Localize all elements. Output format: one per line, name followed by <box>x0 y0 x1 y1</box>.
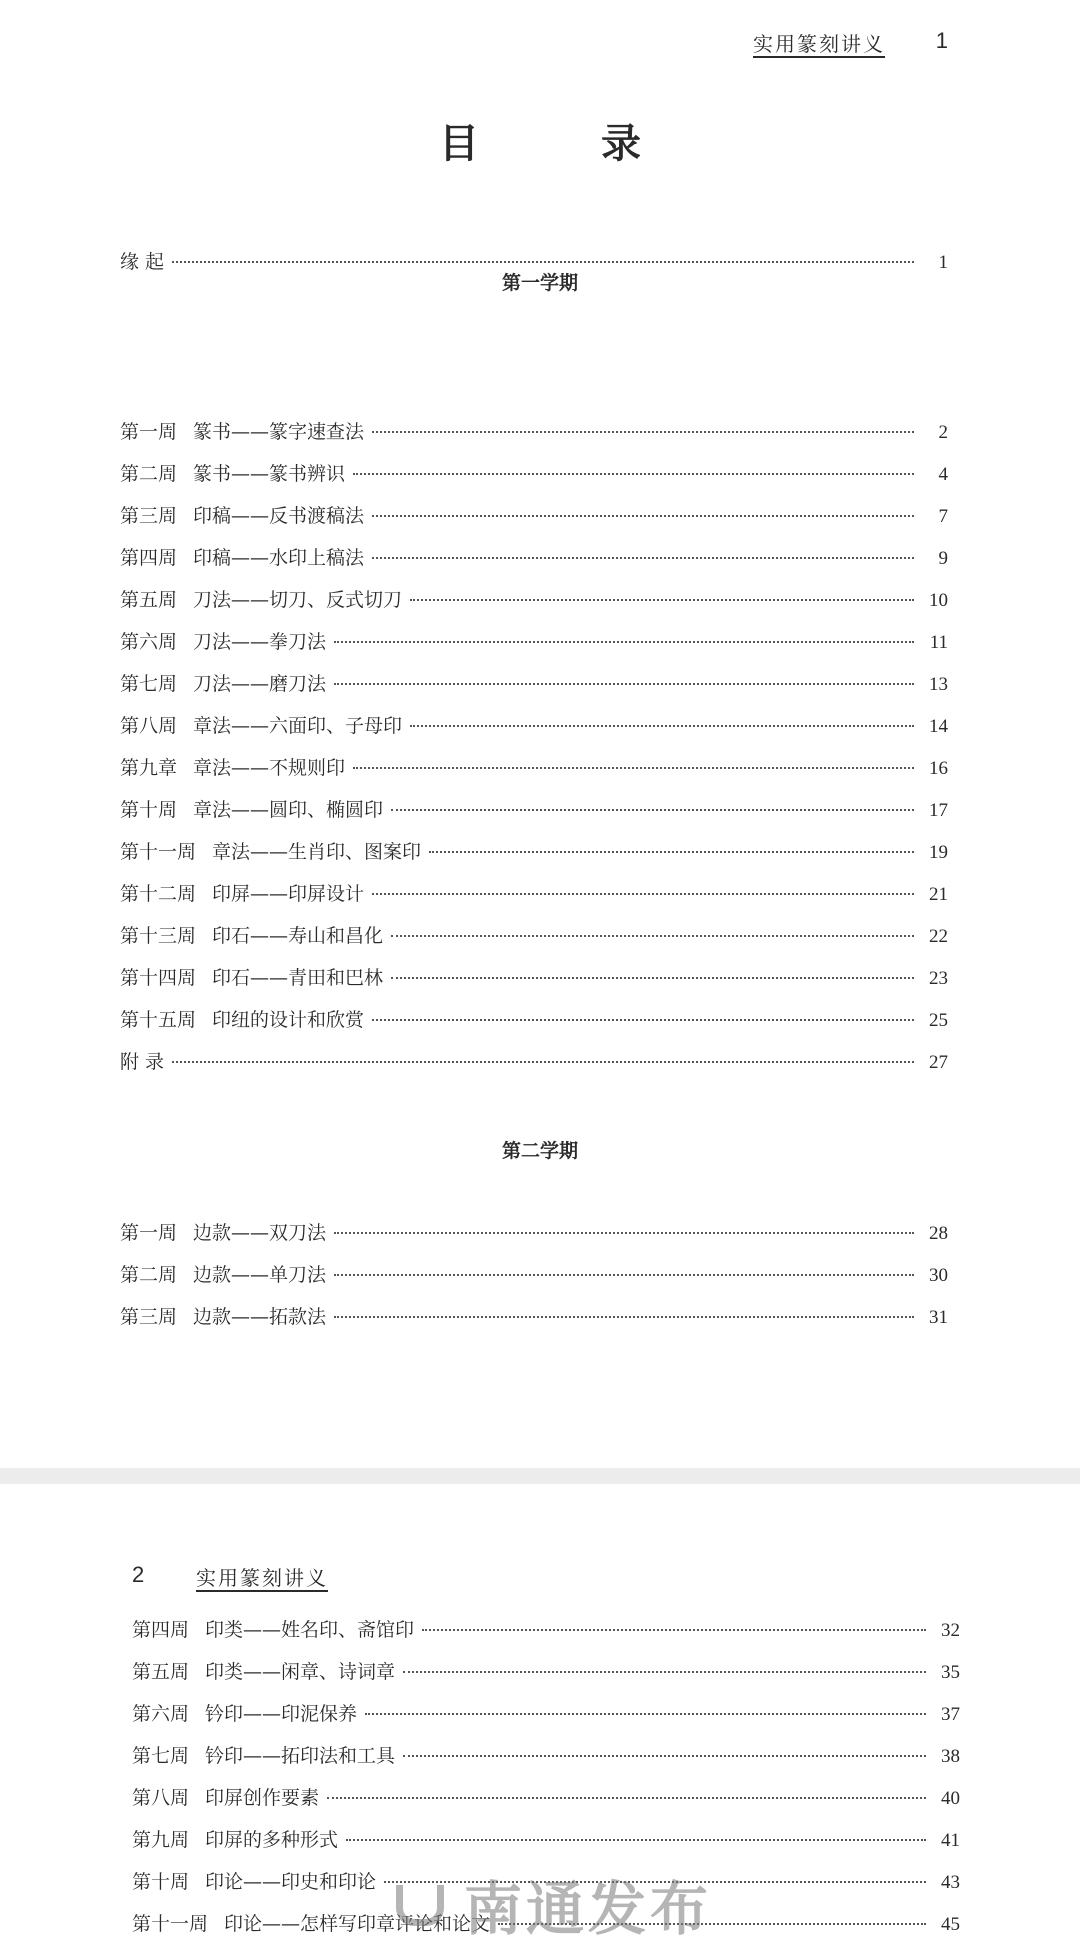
entry-page-number: 30 <box>929 1265 948 1286</box>
dot-leader <box>334 1316 914 1318</box>
toc-entry[interactable] <box>132 1777 960 1819</box>
entry-page-number: 14 <box>929 716 948 737</box>
entry-page-number: 7 <box>938 506 948 527</box>
entry-topic: 印类——闲章、诗词章 <box>205 1661 396 1683</box>
dot-leader <box>334 1274 914 1276</box>
entry-page-number: 19 <box>929 842 948 863</box>
toc-entry[interactable] <box>120 621 948 663</box>
dot-leader <box>327 1797 926 1799</box>
chapter-label: 第五周 <box>120 589 178 611</box>
chapter-label: 第十五周 <box>120 1009 197 1031</box>
dot-leader <box>391 935 914 937</box>
toc-title: 目 录 <box>439 120 695 167</box>
entry-page-number: 2 <box>938 422 948 443</box>
dot-leader <box>353 473 914 475</box>
entry-topic: 印论——怎样写印章评论和论文 <box>224 1913 491 1935</box>
toc-entry[interactable] <box>120 1296 948 1338</box>
entry-page-number: 23 <box>929 968 948 989</box>
chapter-label: 第七周 <box>132 1745 190 1767</box>
entry-page-number: 22 <box>929 926 948 947</box>
toc-entry[interactable] <box>120 453 948 495</box>
running-head: 实用篆刻讲义 <box>196 1566 328 1590</box>
dot-leader <box>391 977 914 979</box>
entry-topic: 章法——圆印、椭圆印 <box>193 799 384 821</box>
entry-page-number: 17 <box>929 800 948 821</box>
toc-entry[interactable] <box>120 537 948 579</box>
entry-topic: 章法——不规则印 <box>193 757 346 779</box>
dot-leader <box>403 1755 926 1757</box>
entry-topic: 印稿——反书渡稿法 <box>193 505 365 527</box>
dot-leader <box>372 893 914 895</box>
toc-entry[interactable] <box>132 1693 960 1735</box>
entry-topic: 章法——六面印、子母印 <box>193 715 403 737</box>
toc-entry[interactable] <box>120 1254 948 1296</box>
entry-topic: 刀法——切刀、反式切刀 <box>193 589 403 611</box>
toc-entry[interactable] <box>132 1819 960 1861</box>
chapter-label: 附 录 <box>120 1051 165 1073</box>
chapter-label: 第二周 <box>120 463 178 485</box>
dot-leader <box>334 641 914 643</box>
dot-leader <box>334 683 914 685</box>
toc-entry[interactable] <box>120 705 948 747</box>
chapter-label: 第十一周 <box>132 1913 209 1935</box>
chapter-label: 第四周 <box>120 547 178 569</box>
chapter-label: 第九章 <box>120 757 178 779</box>
chapter-label: 第十四周 <box>120 967 197 989</box>
nantong-logo-icon <box>390 1881 450 1927</box>
dot-leader <box>429 851 914 853</box>
entry-topic: 印石——青田和巴林 <box>212 967 384 989</box>
dot-leader <box>346 1839 926 1841</box>
entry-topic: 章法——生肖印、图案印 <box>212 841 422 863</box>
entry-page-number: 16 <box>929 758 948 779</box>
toc-entry[interactable] <box>120 873 948 915</box>
toc-entry[interactable] <box>132 1651 960 1693</box>
toc-entry[interactable] <box>132 1609 960 1651</box>
toc-entry[interactable] <box>120 411 948 453</box>
entry-page-number: 43 <box>941 1872 960 1893</box>
toc-entry[interactable] <box>120 831 948 873</box>
chapter-label: 第三周 <box>120 505 178 527</box>
entry-page-number: 21 <box>929 884 948 905</box>
entry-page-number: 25 <box>929 1010 948 1031</box>
entry-topic: 印类——姓名印、斋馆印 <box>205 1619 415 1641</box>
dot-leader <box>172 1061 914 1063</box>
chapter-label: 第二周 <box>120 1264 178 1286</box>
toc-entry[interactable] <box>120 957 948 999</box>
entry-topic: 钤印——拓印法和工具 <box>205 1745 396 1767</box>
chapter-label: 第九周 <box>132 1829 190 1851</box>
chapter-label: 第七周 <box>120 673 178 695</box>
entry-page-number: 9 <box>938 548 948 569</box>
chapter-label: 第六周 <box>120 631 178 653</box>
toc-entry[interactable] <box>120 579 948 621</box>
chapter-label: 第五周 <box>132 1661 190 1683</box>
chapter-label: 第四周 <box>132 1619 190 1641</box>
entry-topic: 篆书——篆书辨识 <box>193 463 346 485</box>
semester-heading-1: 第一学期 <box>501 272 578 294</box>
toc-entry[interactable] <box>120 789 948 831</box>
chapter-label: 第十一周 <box>120 841 197 863</box>
dot-leader <box>372 1019 914 1021</box>
entry-page-number: 28 <box>929 1223 948 1244</box>
chapter-label: 第十三周 <box>120 925 197 947</box>
toc-entry[interactable] <box>120 915 948 957</box>
toc-entry[interactable] <box>120 663 948 705</box>
entry-topic: 印屏——印屏设计 <box>212 883 365 905</box>
toc-entry[interactable] <box>120 747 948 789</box>
dot-leader <box>422 1629 926 1631</box>
entry-page-number: 27 <box>929 1052 948 1073</box>
chapter-label: 第一周 <box>120 421 178 443</box>
entry-topic: 刀法——拳刀法 <box>193 631 327 653</box>
entry-topic: 刀法——磨刀法 <box>193 673 327 695</box>
entry-topic: 钤印——印泥保养 <box>205 1703 358 1725</box>
toc-entry[interactable] <box>120 1041 948 1083</box>
dot-leader <box>403 1671 926 1673</box>
toc-entry[interactable] <box>132 1735 960 1777</box>
watermark-text: 南通发布 <box>464 1875 713 1943</box>
dot-leader <box>410 725 914 727</box>
chapter-label: 缘 起 <box>120 251 165 273</box>
semester-heading-2: 第二学期 <box>501 1140 578 1162</box>
chapter-label: 第十周 <box>132 1871 190 1893</box>
chapter-label: 第八周 <box>132 1787 190 1809</box>
dot-leader <box>334 1232 914 1234</box>
entry-page-number: 35 <box>941 1662 960 1683</box>
running-head: 实用篆刻讲义 <box>753 32 885 56</box>
toc-entry[interactable] <box>120 999 948 1041</box>
dot-leader <box>410 599 914 601</box>
entry-topic: 印纽的设计和欣赏 <box>212 1009 365 1031</box>
entry-topic: 印屏创作要素 <box>205 1787 320 1809</box>
entry-topic: 印论——印史和印论 <box>205 1871 377 1893</box>
entry-page-number: 32 <box>941 1620 960 1641</box>
semester1-toc-list <box>120 411 948 1083</box>
entry-page-number: 13 <box>929 674 948 695</box>
dot-leader <box>372 515 914 517</box>
chapter-label: 第十二周 <box>120 883 197 905</box>
page-number: 1 <box>935 28 948 53</box>
entry-page-number: 10 <box>929 590 948 611</box>
watermark <box>390 1862 712 1946</box>
entry-page-number: 38 <box>941 1746 960 1767</box>
semester2-toc-list <box>120 1212 948 1338</box>
dot-leader <box>365 1713 926 1715</box>
chapter-label: 第十周 <box>120 799 178 821</box>
entry-page-number: 31 <box>929 1307 948 1328</box>
page-number: 2 <box>132 1562 145 1587</box>
chapter-label: 第八周 <box>120 715 178 737</box>
entry-page-number: 4 <box>938 464 948 485</box>
entry-page-number: 1 <box>938 252 948 273</box>
entry-topic: 印稿——水印上稿法 <box>193 547 365 569</box>
entry-page-number: 45 <box>941 1914 960 1935</box>
toc-entry[interactable] <box>120 495 948 537</box>
chapter-label: 第三周 <box>120 1306 178 1328</box>
entry-page-number: 41 <box>941 1830 960 1851</box>
entry-topic: 篆书——篆字速查法 <box>193 421 365 443</box>
entry-topic: 印屏的多种形式 <box>205 1829 339 1851</box>
chapter-label: 第六周 <box>132 1703 190 1725</box>
chapter-label: 第一周 <box>120 1222 178 1244</box>
dot-leader <box>391 809 914 811</box>
entry-page-number: 40 <box>941 1788 960 1809</box>
entry-page-number: 37 <box>941 1704 960 1725</box>
entry-topic: 边款——拓款法 <box>193 1306 327 1328</box>
dot-leader <box>353 767 914 769</box>
entry-topic: 边款——双刀法 <box>193 1222 327 1244</box>
entry-topic: 印石——寿山和昌化 <box>212 925 384 947</box>
dot-leader <box>372 431 914 433</box>
entry-topic: 边款——单刀法 <box>193 1264 327 1286</box>
dot-leader <box>172 261 914 263</box>
toc-entry[interactable] <box>120 1212 948 1254</box>
dot-leader <box>372 557 914 559</box>
entry-page-number: 11 <box>929 632 948 653</box>
